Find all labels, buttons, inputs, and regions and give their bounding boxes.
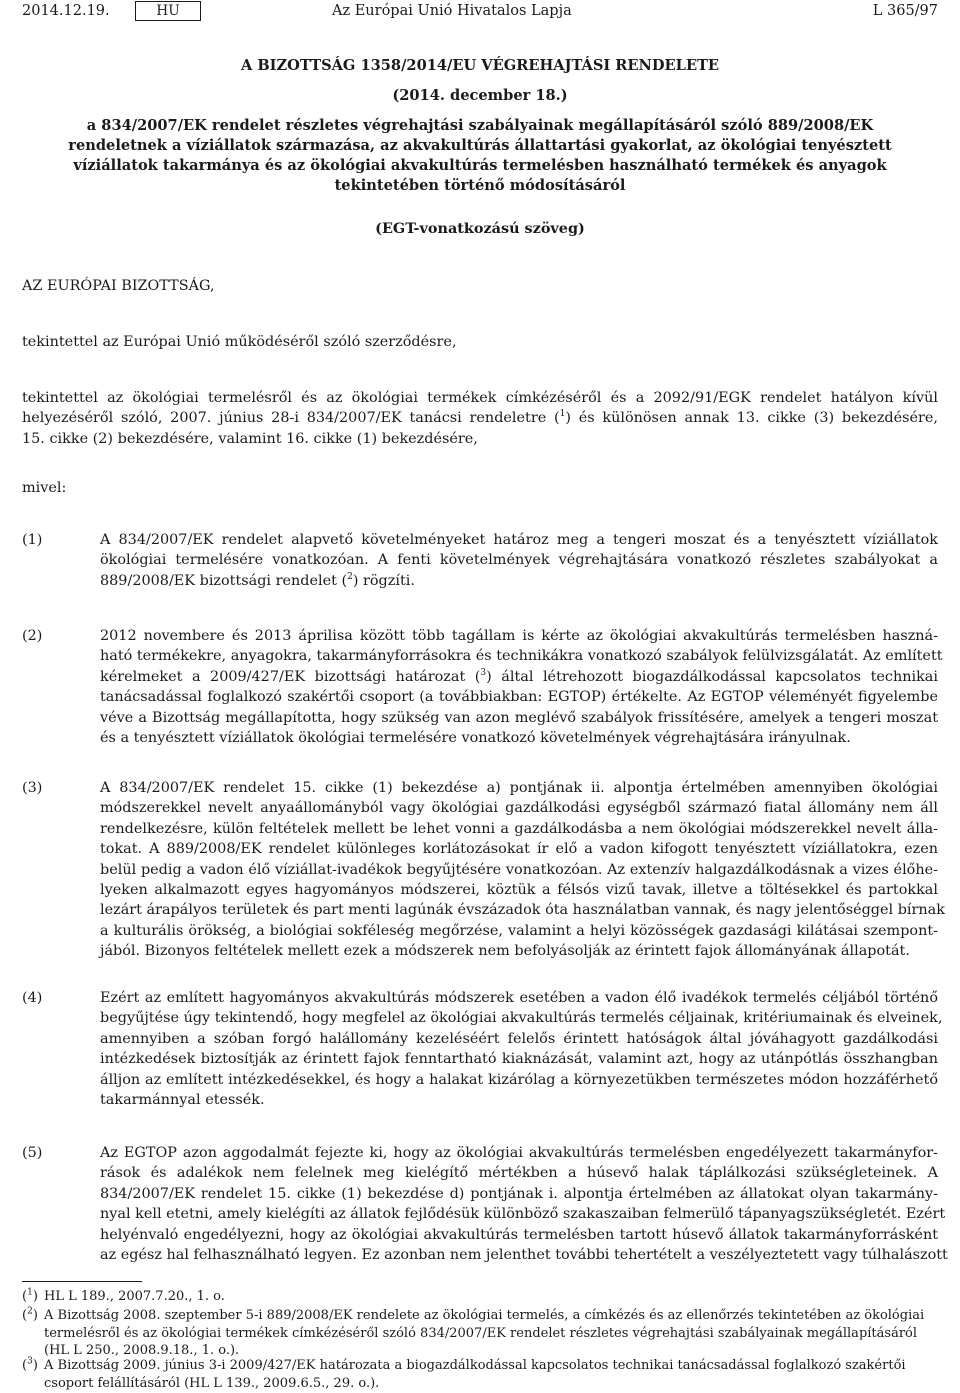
text-line: rendelkezésre, külön feltételek mellett be lehet vonni a gazdálkodásba a nem ökológiai módszerekkel nevelt álla- bbox=[100, 820, 938, 837]
citation-regulation bbox=[22, 388, 938, 449]
footnote-number: ($^2$) bbox=[22, 1306, 38, 1323]
text-line: a kulturális örökség, a biológiai sokféleség megőrzése, valamint a helyi közösségek gazdasági kilátásai szempont- bbox=[100, 922, 938, 939]
text-line: ható termékekre, anyagokra, takarmányforrásokra és technikákra vonatkozó szabályok felülvizsgálatát. Az említett bbox=[100, 648, 943, 665]
recital-number: (5) bbox=[22, 1145, 43, 1161]
text-line: begyűjtése úgy tekintendő, hogy megfelel az ökológiai akvakultúrás termelés céljainak, kritériumainak és elveinek, bbox=[100, 1010, 943, 1027]
footnote-divider bbox=[22, 1281, 142, 1282]
text-line: 889/2008/EK bizottsági rendelet ($^2$) rögzíti. bbox=[100, 572, 415, 589]
regulation-title bbox=[22, 56, 938, 196]
footnote-text: HL L 189., 2007.7.20., 1. o. bbox=[44, 1289, 225, 1304]
eea-relevance-note: (EGT-vonatkozású szöveg) bbox=[375, 220, 585, 237]
text-line: ökológiai termelésére vonatkozóan. A fenti követelmények végrehajtására vonatkozó részletes szabályokat a bbox=[100, 552, 938, 569]
recital-text bbox=[100, 778, 945, 962]
title-line: A BIZOTTSÁG 1358/2014/EU VÉGREHAJTÁSI RENDELETE bbox=[240, 57, 720, 74]
text-line: takarmánnyal etessék. bbox=[100, 1092, 265, 1109]
publication-date: 2014.12.19. bbox=[22, 3, 110, 19]
footnote-number: ($^3$) bbox=[22, 1356, 38, 1373]
footnote-ref[interactable]: 1 bbox=[559, 409, 566, 420]
title-line: víziállatok takarmánya és az ökológiai akvakultúrás termelésben használható termékek és anyagok bbox=[73, 157, 887, 174]
page-reference: L 365/97 bbox=[872, 3, 938, 19]
text-line: A 834/2007/EK rendelet alapvető követelményeket határoz meg a tengeri moszat és a tenyésztett víziállatok bbox=[100, 532, 938, 548]
text-line: helyezéséről szóló, 2007. június 28-i 834/2007/EK tanácsi rendeletre ($^1$) és különösen annak 13. cikke (3) bekezdésére, bbox=[22, 409, 938, 427]
text-line: helyénvaló engedélyezni, hogy az ökológiai akvakultúrás termelésben tartott húsevő állatok takarmányforrásként bbox=[100, 1226, 938, 1243]
recital-text bbox=[100, 626, 943, 748]
text-line: lezárt árapályos területek és part menti lagúnák évszázadok óta használatban vannak, és nagy jelentőséggel bírnak bbox=[100, 902, 945, 919]
text-line: kérelmeket a 2009/427/EK bizottsági határozat ($^3$) által létrehozott biogazdálkodással kapcsolatos technikai bbox=[100, 668, 938, 685]
recital-number: (2) bbox=[22, 628, 43, 644]
text-line: jából. Bizonyos feltételek mellett ezek a módszerek nem befolyásolják az érintett fajok állományának állapotát. bbox=[100, 943, 910, 960]
citation-treaty: tekintettel az Európai Unió működéséről szóló szerződésre, bbox=[22, 334, 457, 350]
recital-number: (4) bbox=[22, 990, 43, 1006]
language-code-box: HU bbox=[135, 1, 201, 21]
footnote-number: ($^1$) bbox=[22, 1287, 38, 1304]
issuing-body: AZ EURÓPAI BIZOTTSÁG, bbox=[22, 278, 215, 294]
text-line: 2012 novembere és 2013 áprilisa között több tagállam is kérte az ökológiai akvakultúrás termelésben haszná- bbox=[100, 628, 938, 644]
recital-number: (1) bbox=[22, 532, 43, 548]
text-line: és a tenyésztett víziállatok ökológiai termelésére vonatkozó követelmények végrehajtására irányulnak. bbox=[100, 730, 851, 747]
text-line: Az EGTOP azon aggodalmát fejezte ki, hogy az ökológiai akvakultúrás termelésben engedélyezett takarmányfor- bbox=[100, 1145, 938, 1161]
whereas-label: mivel: bbox=[22, 480, 67, 496]
title-date: (2014. december 18.) bbox=[392, 87, 568, 104]
text-line: amennyiben a szóban forgó halállomány kezeléséért felelős érintett hatóságok által jóváhagyott gazdálkodási bbox=[100, 1030, 938, 1047]
page-header bbox=[22, 0, 938, 24]
footnote-ref[interactable]: 3 bbox=[480, 668, 487, 679]
text-line: rások és adalékok nem felelnek meg kielégítő mértékben a húsevő halak táplálkozási szükségleteinek. A bbox=[100, 1165, 938, 1182]
text-line: 15. cikke (2) bekezdésére, valamint 16. cikke (1) bekezdésére, bbox=[22, 430, 478, 447]
footnote-ref[interactable]: 2 bbox=[347, 572, 353, 583]
text-line: az egész hal felhasználható legyen. Ez azonban nem jelenthet további tehertételt a veszélyeztetett vagy túlhalászott bbox=[100, 1247, 948, 1264]
footnote-text: A Bizottság 2008. szeptember 5-i 889/2008/EK rendelete az ökológiai termelés, a címkézés és az ellenőrzés tekintetében az ökológiai termelésről és az ökológiai termékek címkézéséről szóló 834/2007/EK rendelet részletes végrehajtási szabályainak megállapításáról (HL L 250., 2008.9.18., 1. o.). bbox=[44, 1308, 925, 1358]
text-line: belül pedig a vadon élő víziállat-ivadékok begyűjtésére vonatkozóan. Az extenzív halgazdálkodásnak a vizes élőhe- bbox=[100, 861, 938, 878]
text-line: intézkedések biztosítják az érintett fajok fenntartható kiaknázását, valamint azt, hogy az utánpótlás összhangban bbox=[100, 1051, 938, 1068]
title-line: a 834/2007/EK rendelet részletes végrehajtási szabályainak megállapításáról szóló 889/2008/EK bbox=[86, 117, 874, 134]
text-line: véve a Bizottság megállapította, hogy szükség van azon meglévő szabályok frissítésére, amelyek a tengeri moszat bbox=[100, 709, 938, 726]
title-line: tekintetében történő módosításáról bbox=[334, 177, 626, 194]
text-line: tanácsadással foglalkozó szakértői csoport (a továbbiakban: EGTOP) értékelte. Az EGTOP véleményét figyelembe bbox=[100, 689, 938, 706]
text-line: tokat. A 889/2008/EK rendelet különleges korlátozásokat ír elő a vadon kifogott tenyésztett víziállatokra, ezen bbox=[100, 841, 938, 858]
text-line: lyeken alkalmazott egyes hagyományos módszerei, köztük a félsós vizű tavak, illetve a töltésekkel és partokkal bbox=[100, 882, 938, 899]
text-line: nyal kell etetni, amely kielégíti az állatok fejlődésük különböző szakaszaiban felmerülő tápanyagszükségletét. Ezért bbox=[100, 1206, 946, 1223]
text-line: 834/2007/EK rendelet 15. cikke (1) bekezdése d) pontjának i. alpontja értelmében az állatokat olyan takarmány- bbox=[100, 1185, 938, 1202]
recital-text bbox=[100, 988, 943, 1110]
text-line: tekintettel az ökológiai termelésről és az ökológiai termékek címkézéséről és a 2092/91/EGK rendelet hatályon kívül bbox=[22, 390, 938, 406]
recital-text bbox=[100, 1143, 948, 1265]
text-line: álljon az említett intézkedésekkel, és hogy a halakat kizárólag a környezetükben természetes módon hozzáférhető bbox=[100, 1071, 938, 1088]
recital-number: (3) bbox=[22, 780, 43, 796]
text-line: Ezért az említett hagyományos akvakultúrás módszerek esetében a vadon élő ivadékok termelés céljából történő bbox=[100, 990, 938, 1006]
text-line: A 834/2007/EK rendelet 15. cikke (1) bekezdése a) pontjának ii. alpontja értelmében amennyiben ökológiai bbox=[100, 780, 938, 796]
title-line: rendeletnek a víziállatok származása, az akvakultúrás állattartási gyakorlat, az ökológiai tenyésztett bbox=[68, 137, 892, 154]
journal-title: Az Európai Unió Hivatalos Lapja bbox=[332, 3, 572, 19]
recital-text bbox=[100, 530, 938, 591]
footnote-text: A Bizottság 2009. június 3-i 2009/427/EK határozata a biogazdálkodással kapcsolatos technikai tanácsadással foglalkozó szakértői csoport felállításáról (HL L 139., 2009.6.5., 29. o.). bbox=[44, 1358, 906, 1391]
text-line: módszerekkel nevelt anyaállományból vagy ökológiai gazdálkodási egységből származó fiatal állomány nem áll bbox=[100, 800, 938, 817]
